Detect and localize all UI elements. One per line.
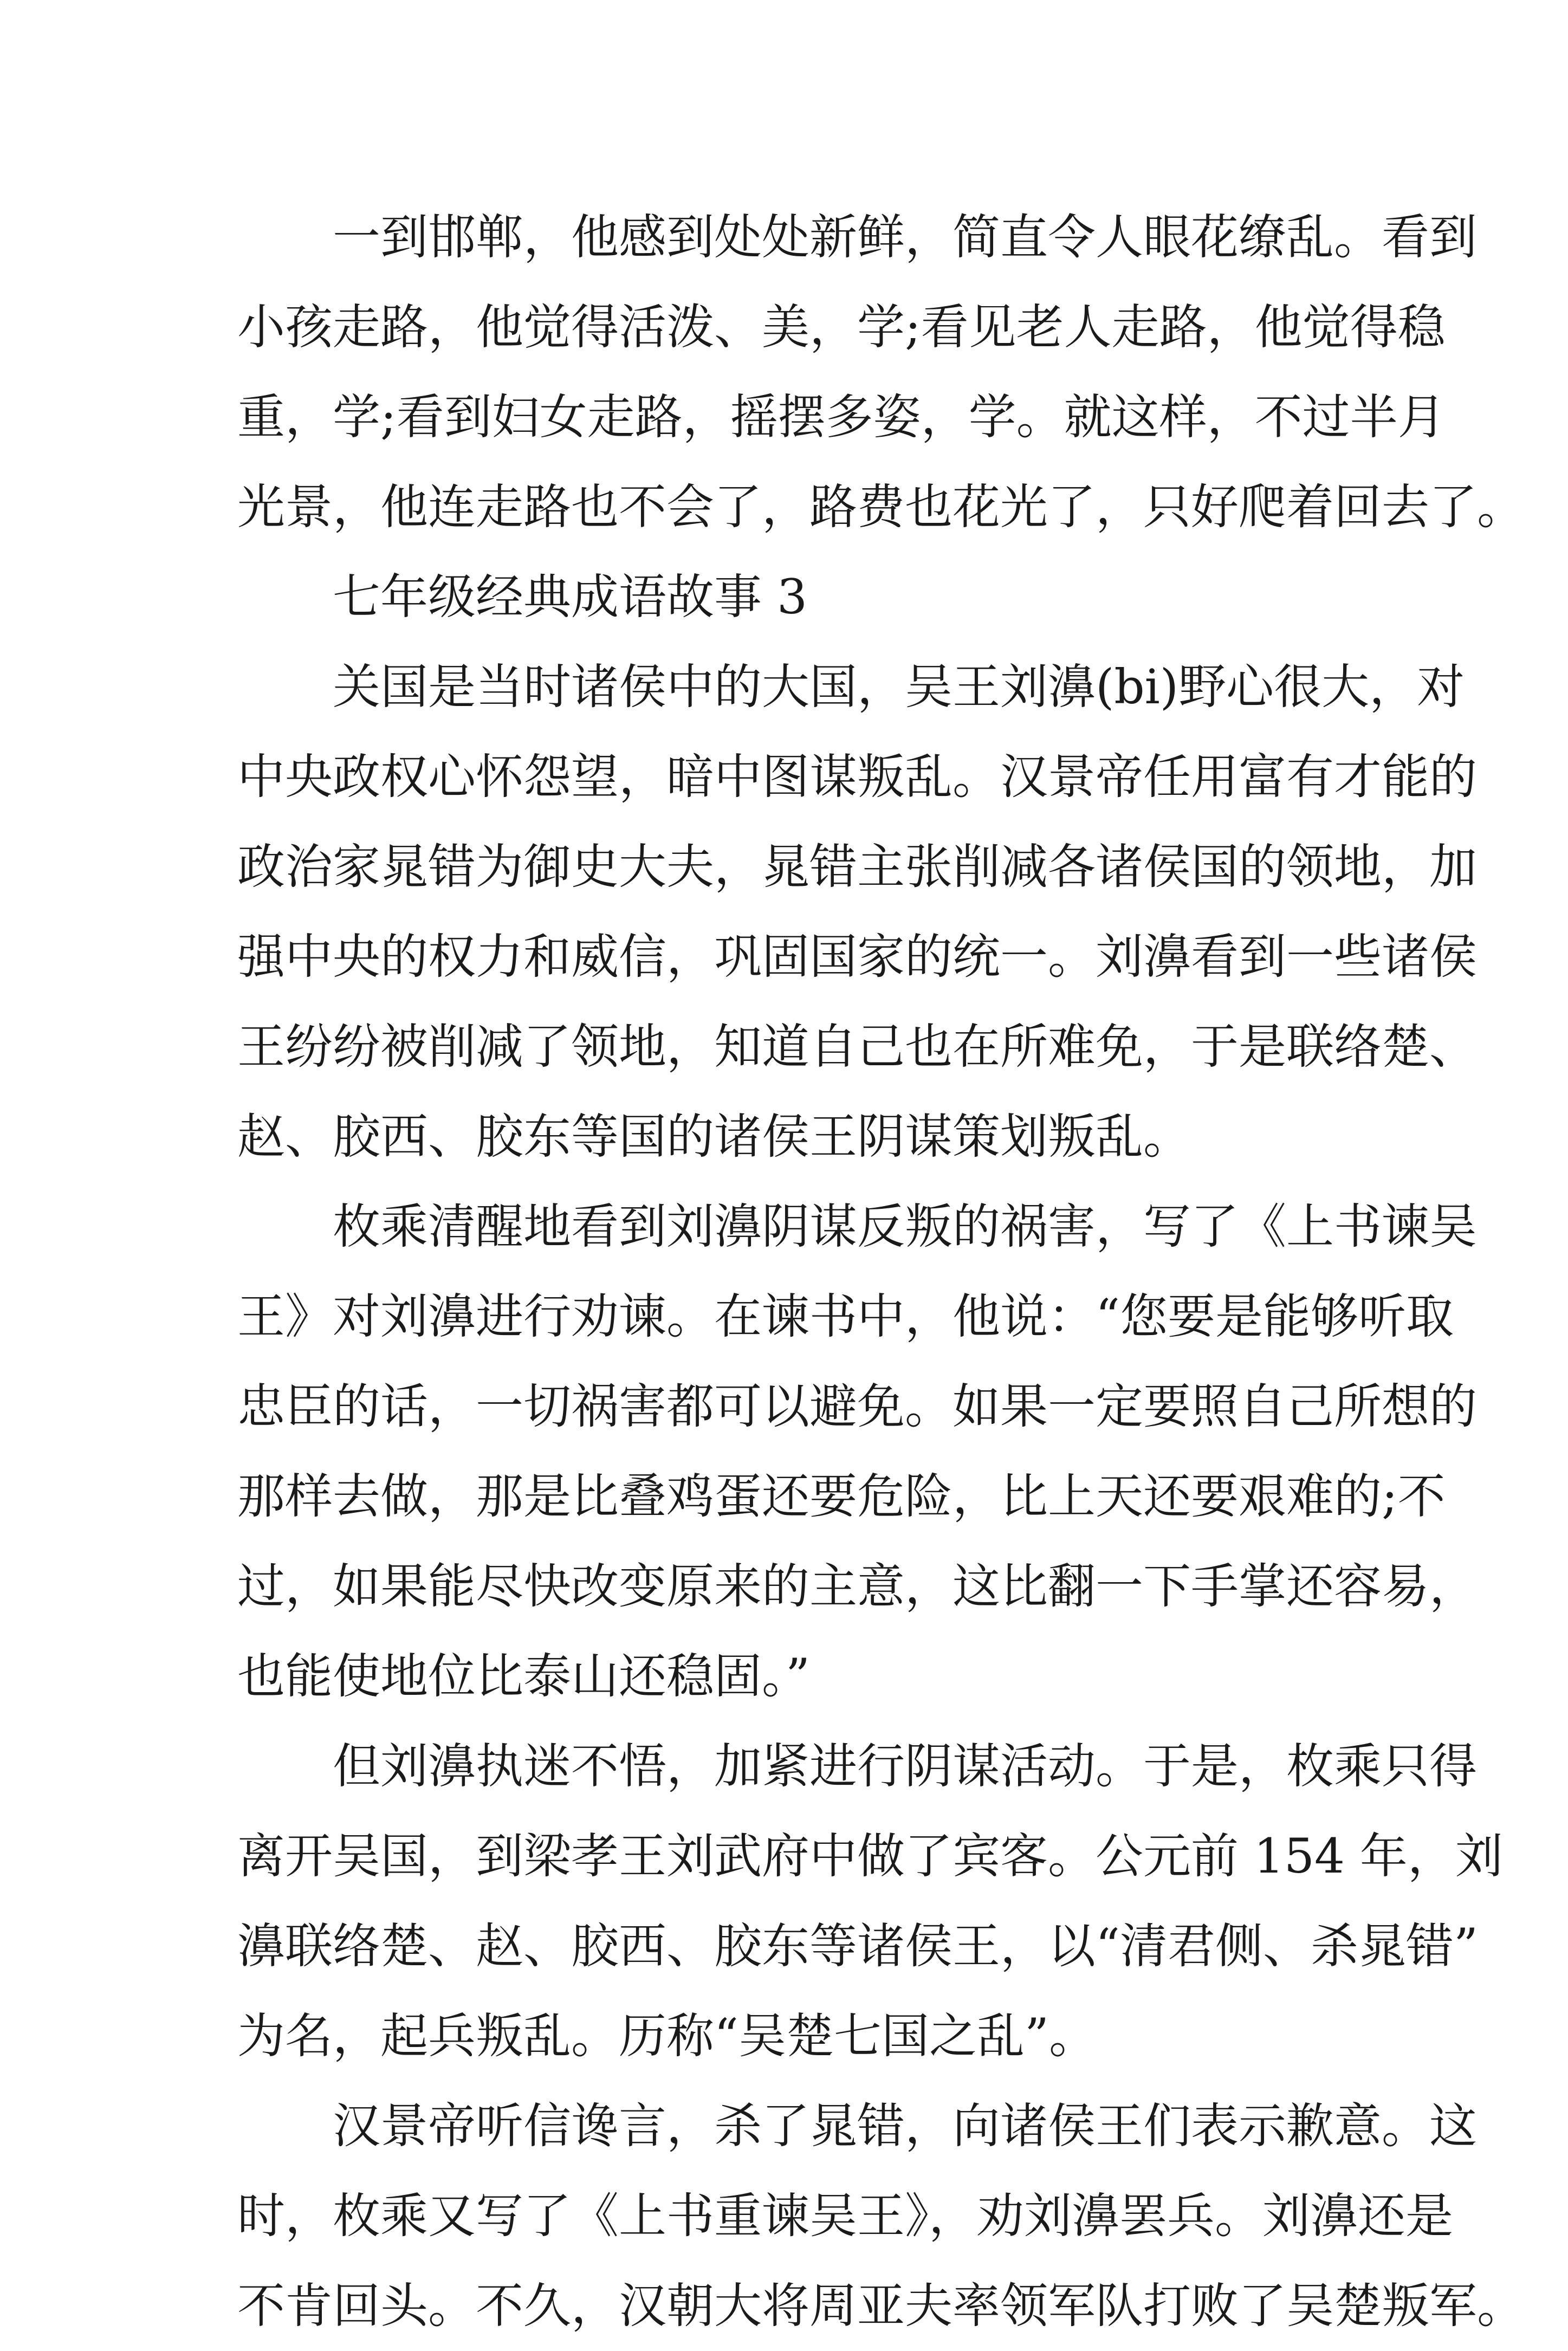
text-line: 也能使地位比泰山还稳固。”: [237, 1648, 810, 1704]
text-line: 赵、胶西、胶东等国的诸侯王阴谋策划叛乱。: [237, 1109, 1191, 1164]
text-line: 那样去做，那是比叠鸡蛋还要危险，比上天还要艰难的;不: [237, 1468, 1446, 1524]
text-line: 汉景帝听信谗言，杀了晁错，向诸侯王们表示歉意。这: [333, 2098, 1478, 2154]
text-line: 光景，他连走路也不会了，路费也花光了，只好爬着回去了。: [237, 479, 1525, 535]
text-line: 中央政权心怀怨望，暗中图谋叛乱。汉景帝任用富有才能的: [237, 749, 1478, 805]
text-line: 小孩走路，他觉得活泼、美，学;看见老人走路，他觉得稳: [237, 299, 1446, 355]
text-line: 为名，起兵叛乱。历称“吴楚七国之乱”。: [237, 2008, 1097, 2064]
text-line: 政治家晁错为御史大夫，晁错主张削减各诸侯国的领地，加: [237, 839, 1478, 895]
document-body: [237, 192, 1525, 2351]
text-line: 关国是当时诸侯中的大国，吴王刘濞(bi)野心很大，对: [333, 659, 1465, 715]
text-line: 时，枚乘又写了《上书重谏吴王》，劝刘濞罢兵。刘濞还是: [237, 2188, 1454, 2244]
text-line: 濞联络楚、赵、胶西、胶东等诸侯王，以“清君侧、杀晁错”: [237, 1918, 1478, 1974]
text-line: 忠臣的话，一切祸害都可以避免。如果一定要照自己所想的: [237, 1378, 1478, 1434]
text-line: 王》对刘濞进行劝谏。在谏书中，他说：“您要是能够听取: [237, 1288, 1454, 1344]
text-line: 离开吴国，到梁孝王刘武府中做了宾客。公元前 154 年，刘: [237, 1828, 1503, 1884]
text-line: 过，如果能尽快改变原来的主意，这比翻一下手掌还容易，: [237, 1558, 1478, 1614]
text-line: 一到邯郸，他感到处处新鲜，简直令人眼花缭乱。看到: [333, 209, 1478, 265]
text-line: 重，学;看到妇女走路，摇摆多姿，学。就这样，不过半月: [237, 389, 1446, 445]
text-line: 但刘濞执迷不悟，加紧进行阴谋活动。于是，枚乘只得: [333, 1738, 1478, 1794]
text-line: 强中央的权力和威信，巩固国家的统一。刘濞看到一些诸侯: [237, 929, 1478, 985]
text-line: 枚乘清醒地看到刘濞阴谋反叛的祸害，写了《上书谏吴: [333, 1199, 1478, 1254]
text-line: 王纷纷被削减了领地，知道自己也在所难免，于是联络楚、: [237, 1019, 1478, 1074]
text-line: 不肯回头。不久，汉朝大将周亚夫率领军队打败了吴楚叛军。: [237, 2278, 1525, 2334]
section-heading: 七年级经典成语故事 3: [333, 569, 807, 625]
